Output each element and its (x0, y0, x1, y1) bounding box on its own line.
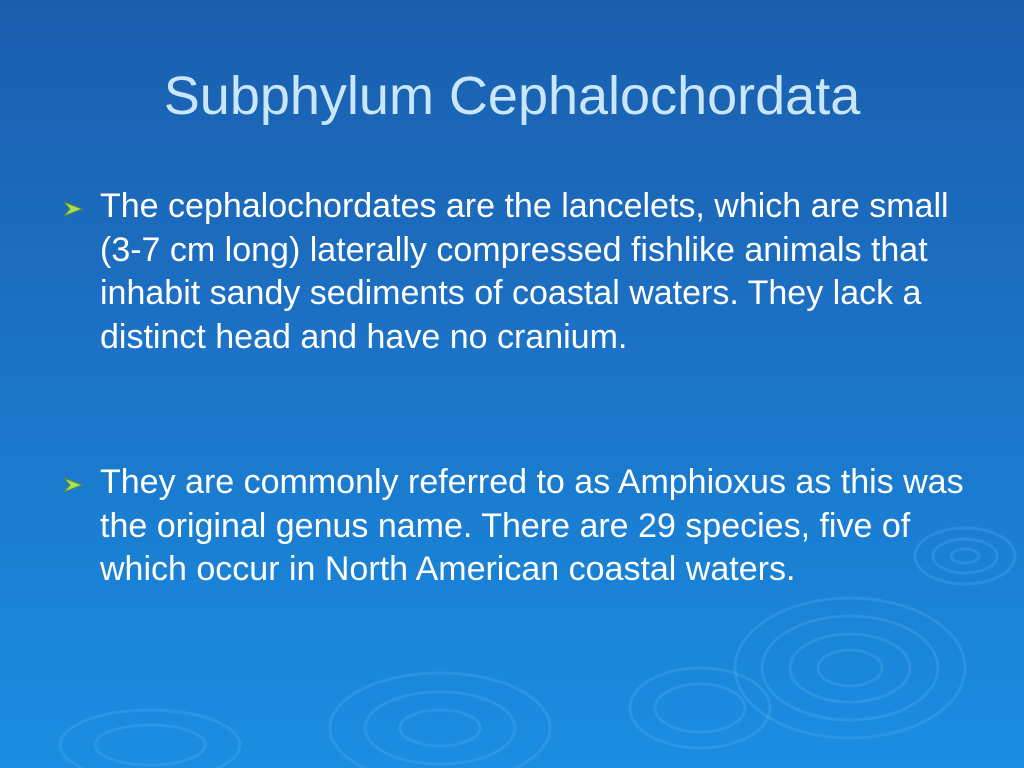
arrowhead-bullet-icon (62, 477, 84, 493)
bullet-text: The cephalochordates are the lancelets, which are small (3-7 cm long) laterally compressed fishlike animals that inhabit sandy sediments of coastal waters. They lack a distinct head and have no cranium. (100, 187, 949, 356)
bullet-item (62, 461, 982, 592)
arrowhead-bullet-icon (62, 201, 84, 217)
slide-title: Subphylum Cephalochordata (163, 66, 861, 126)
bullet-text: They are commonly referred to as Amphioxus as this was the original genus name. There are 29 species, five of which occur in North American coastal waters. (100, 463, 964, 588)
bullet-item (62, 185, 982, 359)
